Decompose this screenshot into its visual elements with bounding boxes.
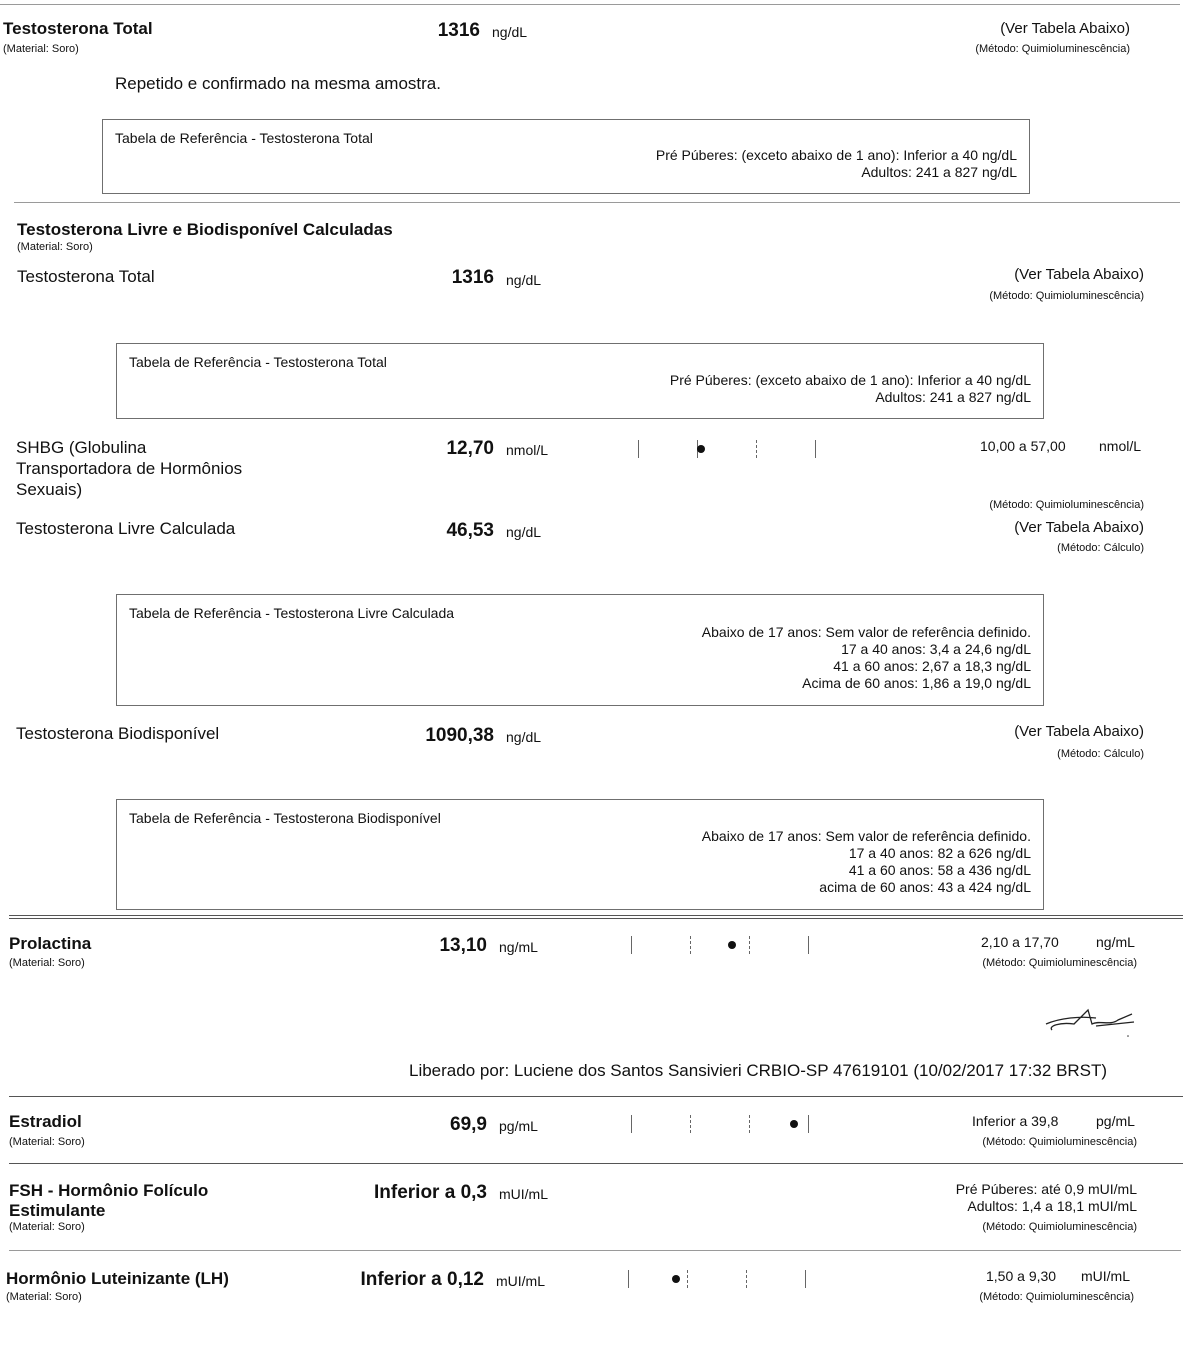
reference-range: 1,50 a 9,30	[986, 1268, 1057, 1284]
reference-table-title: Tabela de Referência - Testosterona Total	[129, 354, 387, 370]
range-gauge	[628, 1270, 808, 1288]
reference-line: Acima de 60 anos: 1,86 a 19,0 ng/dL	[802, 675, 1031, 691]
reference-table-title: Tabela de Referência - Testosterona Total	[115, 130, 373, 146]
reference-line: 17 a 40 anos: 82 a 626 ng/dL	[848, 845, 1031, 861]
reference-table	[102, 119, 1030, 194]
result-marker	[790, 1120, 798, 1128]
result-value: 1090,38	[425, 725, 494, 746]
material-label: (Material: Soro)	[17, 241, 93, 253]
method-label: (Método: Cálculo)	[1057, 542, 1144, 554]
method-label: (Método: Quimioluminescência)	[989, 290, 1144, 302]
reference-note: (Ver Tabela Abaixo)	[1014, 266, 1144, 283]
material-label: (Material: Soro)	[9, 1221, 85, 1233]
test-label-testosterona-livre: Testosterona Livre Calculada	[16, 519, 236, 538]
test-label-testosterona-total: Testosterona Total	[17, 267, 155, 286]
reference-range: Inferior a 39,8	[972, 1113, 1059, 1129]
reference-range: 10,00 a 57,00	[980, 438, 1066, 454]
result-value: 46,53	[446, 520, 494, 541]
reference-line: Abaixo de 17 anos: Sem valor de referência definido.	[701, 624, 1031, 640]
test-label-shbg: SHBG (Globulina Transportadora de Hormônios Sexuais)	[16, 438, 243, 499]
reference-unit: nmol/L	[1099, 438, 1142, 454]
result-unit: mUI/mL	[496, 1273, 545, 1289]
signature-image	[1040, 1000, 1140, 1040]
reference-line: acima de 60 anos: 43 a 424 ng/dL	[819, 879, 1031, 895]
gauge-tick	[808, 1115, 809, 1133]
reference-table-lines	[670, 372, 1031, 406]
range-gauge	[638, 440, 818, 458]
section-title-testosterona-total: Testosterona Total	[3, 19, 153, 38]
reference-unit: ng/mL	[1096, 934, 1135, 950]
material-label: (Material: Soro)	[6, 1291, 82, 1303]
material-label: (Material: Soro)	[3, 43, 79, 55]
reference-line: Abaixo de 17 anos: Sem valor de referência definido.	[701, 828, 1031, 844]
test-label-testosterona-biodisponivel: Testosterona Biodisponível	[16, 724, 220, 743]
reference-table-lines	[656, 147, 1017, 181]
gauge-tick	[815, 440, 816, 458]
result-unit: ng/dL	[506, 272, 542, 288]
section-title-prolactina: Prolactina	[9, 934, 92, 953]
result-value: 1316	[437, 20, 480, 41]
result-unit: ng/mL	[499, 939, 538, 955]
section-title-fsh: FSH - Hormônio Folículo Estimulante	[9, 1181, 209, 1220]
range-gauge	[631, 1115, 811, 1133]
reference-table-title: Tabela de Referência - Testosterona Livre Calculada	[129, 605, 455, 621]
section-divider	[9, 1096, 1183, 1097]
reference-table	[116, 343, 1044, 419]
reference-unit: mUI/mL	[1081, 1268, 1130, 1284]
reference-table-lines	[702, 828, 1031, 896]
reference-line: 17 a 40 anos: 3,4 a 24,6 ng/dL	[841, 641, 1031, 657]
top-divider	[0, 4, 1180, 5]
result-marker	[697, 445, 705, 453]
gauge-tick	[749, 1115, 750, 1133]
section-title-lh: Hormônio Luteinizante (LH)	[6, 1269, 229, 1288]
result-value: 13,10	[439, 935, 487, 956]
reference-line: Pré Púberes: (exceto abaixo de 1 ano): Inferior a 40 ng/dL	[655, 147, 1017, 163]
gauge-tick	[690, 936, 691, 954]
reference-line: Pré Púberes: (exceto abaixo de 1 ano): Inferior a 40 ng/dL	[669, 372, 1031, 388]
reference-line: Adultos: 1,4 a 18,1 mUI/mL	[967, 1198, 1137, 1214]
method-label: (Método: Quimioluminescência)	[975, 43, 1130, 55]
section-title-estradiol: Estradiol	[9, 1112, 82, 1131]
result-unit: mUI/mL	[499, 1186, 548, 1202]
section-divider	[9, 1250, 1181, 1251]
reference-line: 41 a 60 anos: 58 a 436 ng/dL	[848, 862, 1031, 878]
gauge-tick	[628, 1270, 629, 1288]
gauge-tick	[690, 1115, 691, 1133]
reference-table	[116, 594, 1044, 706]
gauge-tick	[746, 1270, 747, 1288]
section-divider	[9, 918, 1183, 919]
reference-note: (Ver Tabela Abaixo)	[1014, 519, 1144, 536]
gauge-tick	[808, 936, 809, 954]
reference-table-lines	[702, 624, 1031, 692]
gauge-tick	[687, 1270, 688, 1288]
confirmation-note: Repetido e confirmado na mesma amostra.	[115, 74, 441, 93]
result-unit: ng/dL	[506, 729, 542, 745]
section-title-testosterona-livre: Testosterona Livre e Biodisponível Calculadas	[17, 220, 393, 239]
range-gauge	[631, 936, 811, 954]
section-divider	[9, 915, 1183, 916]
result-marker	[672, 1275, 680, 1283]
method-label: (Método: Quimioluminescência)	[982, 1136, 1137, 1148]
method-label: (Método: Quimioluminescência)	[982, 957, 1137, 969]
gauge-tick	[805, 1270, 806, 1288]
reference-line: 41 a 60 anos: 2,67 a 18,3 ng/dL	[833, 658, 1031, 674]
reference-line: Adultos: 241 a 827 ng/dL	[861, 164, 1017, 180]
result-unit: nmol/L	[506, 442, 549, 458]
result-value: 12,70	[446, 438, 494, 459]
gauge-tick	[638, 440, 639, 458]
reference-range: 2,10 a 17,70	[981, 934, 1059, 950]
gauge-tick	[749, 936, 750, 954]
result-value: Inferior a 0,3	[374, 1182, 487, 1203]
result-value: 1316	[451, 267, 494, 288]
method-label: (Método: Quimioluminescência)	[982, 1221, 1137, 1233]
result-value: 69,9	[450, 1114, 487, 1135]
result-marker	[728, 941, 736, 949]
result-unit: pg/mL	[499, 1118, 538, 1134]
gauge-tick	[631, 1115, 632, 1133]
material-label: (Material: Soro)	[9, 1136, 85, 1148]
reference-line: Pré Púberes: até 0,9 mUI/mL	[955, 1181, 1137, 1197]
reference-table-title: Tabela de Referência - Testosterona Biodisponível	[129, 810, 441, 826]
reference-line: Adultos: 241 a 827 ng/dL	[875, 389, 1031, 405]
section-divider	[14, 202, 1180, 203]
method-label: (Método: Quimioluminescência)	[979, 1291, 1134, 1303]
reference-note: (Ver Tabela Abaixo)	[1014, 723, 1144, 740]
result-unit: ng/dL	[506, 524, 542, 540]
material-label: (Material: Soro)	[9, 957, 85, 969]
reference-note: (Ver Tabela Abaixo)	[1000, 20, 1130, 37]
method-label: (Método: Quimioluminescência)	[989, 499, 1144, 511]
released-by: Liberado por: Luciene dos Santos Sansivieri CRBIO-SP 47619101 (10/02/2017 17:32 BRST)	[409, 1061, 1108, 1080]
section-divider	[9, 1163, 1183, 1164]
reference-table	[116, 799, 1044, 910]
reference-unit: pg/mL	[1096, 1113, 1135, 1129]
method-label: (Método: Cálculo)	[1057, 748, 1144, 760]
gauge-tick	[756, 440, 757, 458]
gauge-tick	[631, 936, 632, 954]
result-unit: ng/dL	[492, 24, 528, 40]
result-value: Inferior a 0,12	[360, 1269, 484, 1290]
reference-lines	[956, 1181, 1137, 1215]
